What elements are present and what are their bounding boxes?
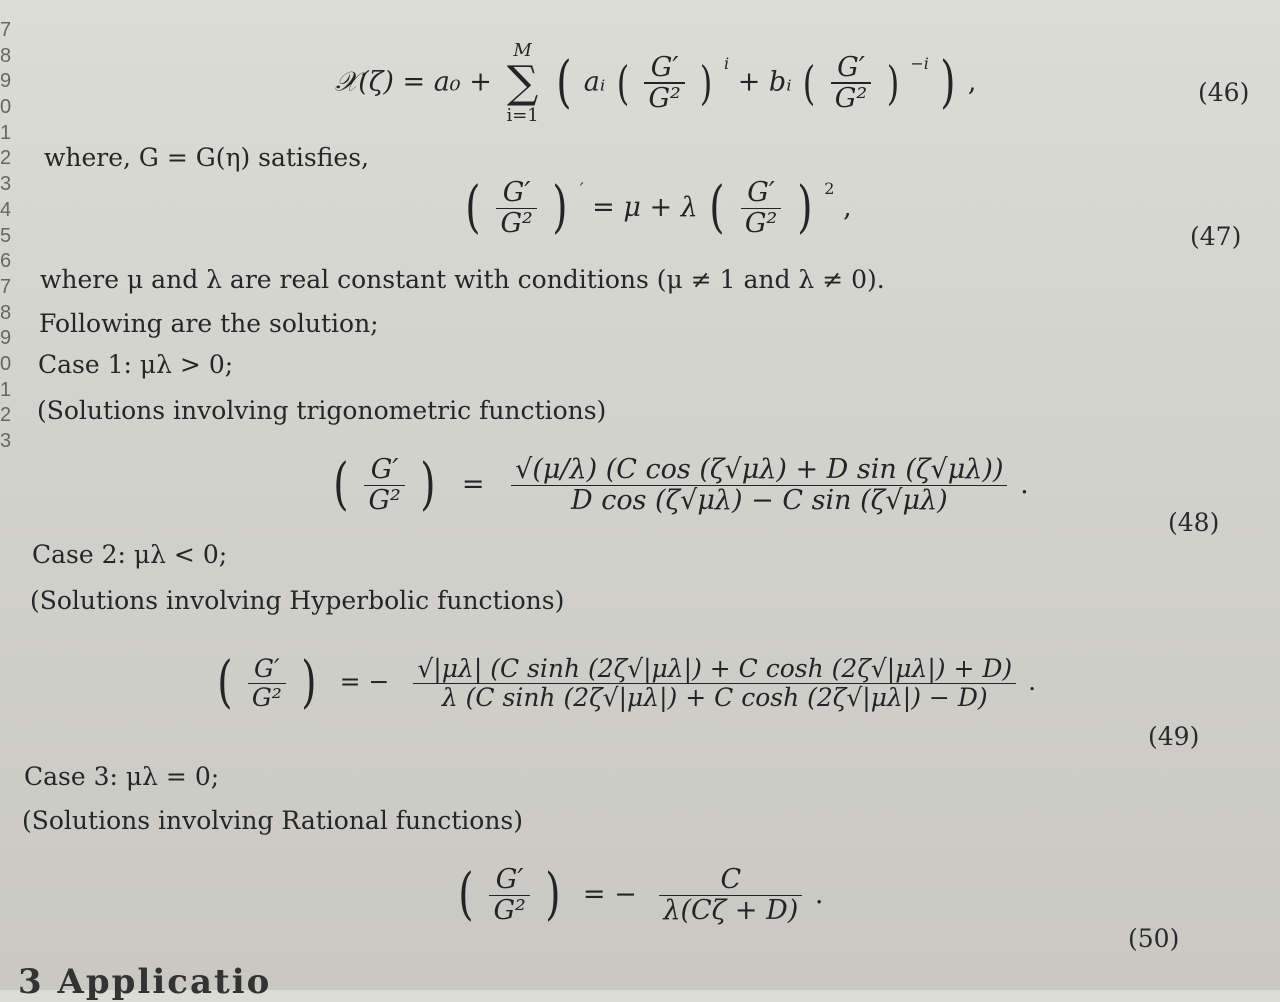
line-number: 0: [0, 96, 12, 119]
eq50-lhs-den: G²: [493, 895, 526, 927]
section-heading-partial: 3 Applicatio: [18, 962, 272, 1002]
eq47-frac2-den: G²: [744, 208, 778, 240]
line-number: 2: [0, 147, 12, 170]
eq46-frac2-den: G²: [834, 82, 868, 114]
equation-47: [462, 175, 852, 241]
eq47-frac2-num: G′: [747, 177, 775, 208]
line-number: 4: [0, 198, 12, 221]
line-number: 9: [0, 327, 12, 350]
case-3-label: Case 3: μλ = 0;: [24, 762, 220, 791]
eq46-close-paren: ): [940, 50, 957, 115]
line-number: 7: [0, 275, 12, 298]
equation-49: [214, 650, 1037, 716]
eq50-lhs-num: G′: [495, 864, 524, 895]
line-number: 0: [0, 352, 12, 375]
equation-48: [330, 452, 1029, 518]
eq46-inner-paren-open: (: [616, 56, 630, 110]
line-number: 5: [0, 224, 12, 247]
eq49-rhs-frac: [413, 655, 1016, 712]
eq47-frac-2: [741, 178, 781, 239]
paragraph-where-mu: where μ and λ are real constant with conditions (μ ≠ 1 and λ ≠ 0).: [40, 265, 885, 294]
equation-number-50: (50): [1128, 924, 1180, 953]
eq46-inner-paren-open-2: (: [802, 56, 816, 110]
line-number: 8: [0, 301, 12, 324]
eq48-numerator: √(μ/λ) (C cos (ζ√μλ) + D sin (ζ√μλ)): [515, 454, 1004, 485]
eq49-close-paren: ): [301, 650, 317, 716]
line-number: 6: [0, 250, 12, 273]
eq48-lhs-frac: [364, 455, 404, 516]
case-1-label: Case 1: μλ > 0;: [38, 350, 234, 379]
eq49-numerator: √|μλ| (C sinh (2ζ√|μλ|) + C cosh (2ζ√|μλ|) + D): [417, 654, 1013, 683]
eq47-close-paren: ): [552, 175, 569, 241]
equation-46: [335, 40, 977, 126]
eq47-end: ,: [843, 191, 852, 223]
eq48-end: .: [1020, 468, 1029, 500]
case-2-label: Case 2: μλ < 0;: [32, 540, 228, 569]
eq47-square: 2: [824, 178, 835, 198]
eq46-frac1-num: G′: [650, 51, 679, 83]
eq50-denominator: λ(Cζ + D): [663, 895, 799, 927]
eq50-open-paren: (: [458, 862, 474, 928]
eq49-eq: = −: [339, 666, 390, 696]
eq49-end: .: [1028, 666, 1037, 696]
line-number: 8: [0, 44, 12, 67]
eq46-inner-paren-close: ): [700, 56, 713, 110]
eq49-lhs-num: G′: [253, 654, 280, 683]
paragraph-where-g: where, G = G(η) satisfies,: [44, 143, 369, 172]
eq47-open-paren-2: (: [709, 175, 725, 241]
eq48-lhs-num: G′: [370, 454, 399, 485]
line-number: 1: [0, 121, 12, 144]
eq50-end: .: [814, 878, 824, 910]
line-number: 7: [0, 19, 12, 41]
eq47-close-paren-2: ): [797, 175, 813, 241]
line-numbers: [0, 18, 20, 455]
eq49-open-paren: (: [217, 650, 233, 716]
paragraph-following: Following are the solution;: [39, 309, 379, 338]
equation-number-49: (49): [1148, 722, 1200, 751]
eq47-frac-1: [496, 178, 536, 239]
eq46-end: ,: [967, 66, 977, 98]
eq48-rhs-frac: [511, 455, 1007, 516]
line-number: 9: [0, 70, 12, 93]
case-1-description: (Solutions involving trigonometric functions): [37, 396, 607, 425]
eq46-open-paren: (: [556, 50, 572, 115]
eq47-open-paren: (: [465, 175, 481, 241]
eq50-eq: = −: [582, 878, 637, 910]
line-number: 1: [0, 378, 12, 401]
line-number: 2: [0, 404, 12, 427]
eq46-ai: aᵢ: [583, 66, 606, 98]
eq49-lhs-frac: [248, 655, 286, 712]
eq49-denominator: λ (C sinh (2ζ√|μλ|) + C cosh (2ζ√|μλ|) − D): [441, 683, 988, 712]
eq46-sum-bottom: i=1: [506, 105, 539, 126]
eq46-lhs: 𝒳(ζ) = a₀ +: [335, 66, 492, 98]
eq46-frac2-num: G′: [837, 51, 865, 83]
eq50-lhs-frac: [489, 865, 529, 926]
eq47-mid: = μ + λ: [592, 191, 698, 223]
eq50-rhs-frac: [659, 865, 802, 926]
eq46-bi: + bᵢ: [737, 66, 792, 98]
eq50-close-paren: ): [545, 862, 562, 928]
eq46-inner-paren-close-2: ): [886, 56, 900, 110]
eq46-frac1-den: G²: [648, 82, 681, 114]
equation-number-47: (47): [1190, 222, 1242, 251]
eq50-numerator: C: [720, 864, 742, 895]
eq47-frac1-den: G²: [500, 208, 533, 240]
eq46-exp-pos: i: [724, 53, 730, 73]
eq48-eq: =: [461, 468, 485, 500]
eq48-denominator: D cos (ζ√μλ) − C sin (ζ√μλ): [570, 485, 948, 517]
eq48-open-paren: (: [333, 452, 349, 518]
eq46-sum-top: M: [513, 40, 532, 61]
eq46-exp-neg: −i: [910, 53, 929, 73]
eq46-frac-1: [644, 53, 684, 114]
line-number: 3: [0, 173, 12, 196]
equation-number-46: (46): [1198, 78, 1250, 107]
eq46-sum: [506, 40, 538, 126]
eq47-prime: ′: [579, 178, 584, 198]
equation-number-48: (48): [1168, 508, 1220, 537]
case-2-description: (Solutions involving Hyperbolic functions): [30, 586, 565, 615]
eq47-frac1-num: G′: [502, 177, 531, 208]
eq49-lhs-den: G²: [251, 683, 282, 712]
sigma-symbol: ∑: [506, 57, 539, 108]
equation-50: [455, 862, 824, 928]
case-3-description: (Solutions involving Rational functions): [22, 806, 524, 835]
line-number: 3: [0, 430, 12, 452]
eq48-close-paren: ): [420, 452, 437, 518]
eq48-lhs-den: G²: [368, 485, 401, 517]
eq46-frac-2: [831, 53, 871, 114]
